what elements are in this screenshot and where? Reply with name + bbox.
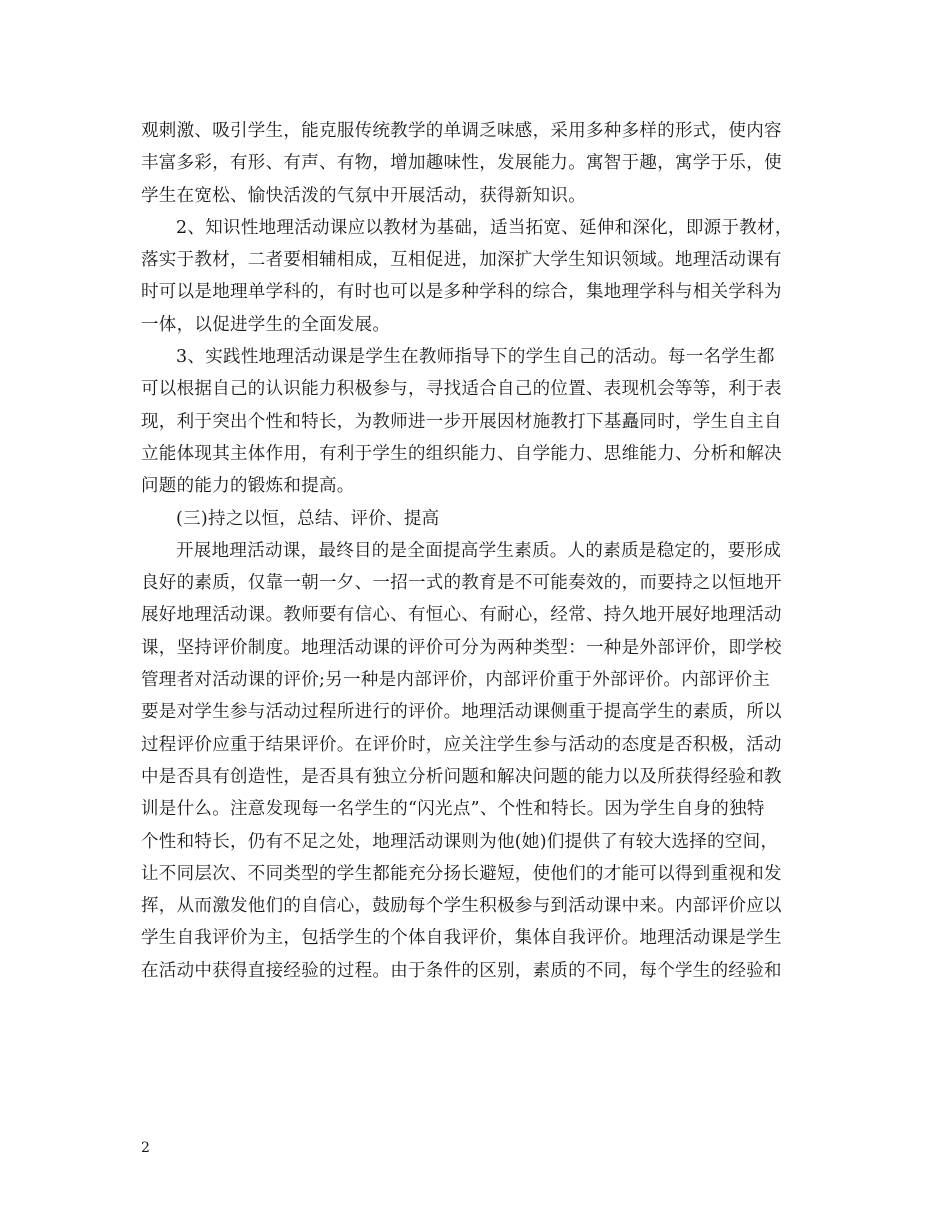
text-line: 要是对学生参与活动过程所进行的评价。地理活动课侧重于提高学生的素质，所以 — [141, 702, 782, 723]
text-line: 问题的能力的锻炼和提高。 — [141, 476, 355, 497]
text-line: 一体，以促进学生的全面发展。 — [141, 314, 391, 335]
text-line: 现，利于突出个性和特长，为教师进一步开展因材施教打下基矗同时，学生自主自 — [141, 411, 782, 432]
text-line: 训是什么。注意发现每一名学生的“闪光点”、个性和特长。因为学生自身的独特 — [141, 799, 765, 820]
text-line: 3、实践性地理活动课是学生在教师指导下的学生自己的活动。每一名学生都 — [176, 347, 775, 368]
text-line: 课，坚持评价制度。地理活动课的评价可分为两种类型：一种是外部评价，即学校 — [141, 637, 782, 658]
document-body — [141, 115, 831, 987]
text-line: 开展地理活动课，最终目的是全面提高学生素质。人的素质是稳定的，要形成 — [176, 540, 782, 561]
page-number: 2 — [141, 1140, 150, 1156]
text-line: 过程评价应重于结果评价。在评价时，应关注学生参与活动的态度是否积极，活动 — [141, 734, 782, 755]
text-line: 挥，从而激发他们的自信心，鼓励每个学生积极参与到活动课中来。内部评价应以 — [141, 896, 782, 917]
text-line: 观刺激、吸引学生，能克服传统教学的单调乏味感，采用多种多样的形式，使内容 — [141, 121, 782, 141]
text-line: 学生自我评价为主，包括学生的个体自我评价，集体自我评价。地理活动课是学生 — [141, 928, 782, 949]
text-line: 管理者对活动课的评价;另一种是内部评价，内部评价重于外部评价。内部评价主 — [141, 670, 771, 691]
paragraph-evaluation — [141, 535, 831, 987]
text-line: 可以根据自己的认识能力积极参与，寻找适合自己的位置、表现机会等等，利于表 — [141, 379, 782, 400]
text-line: 个性和特长，仍有不足之处，地理活动课则为他(她)们提供了有较大选择的空间， — [141, 831, 779, 852]
text-line: 展好地理活动课。教师要有信心、有恒心、有耐心，经常、持久地开展好地理活动 — [141, 605, 782, 626]
text-line: 时可以是地理单学科的，有时也可以是多种学科的综合，集地理学科与相关学科为 — [141, 282, 782, 303]
section-heading — [141, 503, 831, 535]
text-line: 立能体现其主体作用，有利于学生的组织能力、自学能力、思维能力、分析和解决 — [141, 443, 782, 464]
text-line: 良好的素质，仅靠一朝一夕、一招一式的教育是不可能奏效的，而要持之以恒地开 — [141, 573, 782, 594]
text-line: 落实于教材，二者要相辅相成，互相促进，加深扩大学生知识领域。地理活动课有 — [141, 250, 782, 271]
text-line: 中是否具有创造性，是否具有独立分析问题和解决问题的能力以及所获得经验和教 — [141, 766, 782, 787]
heading-line: (三)持之以恒，总结、评价、提高 — [176, 508, 440, 529]
text-line: 学生在宽松、愉快活泼的气氛中开展活动，获得新知识。 — [141, 185, 586, 206]
text-line: 丰富多彩，有形、有声、有物，增加趣味性，发展能力。寓智于趣，寓学于乐，使 — [141, 153, 782, 174]
paragraph-knowledge — [141, 212, 831, 341]
text-line: 2、知识性地理活动课应以教材为基础，适当拓宽、延伸和深化，即源于教材， — [176, 217, 793, 238]
paragraph-practice — [141, 341, 831, 502]
paragraph-continuation — [141, 115, 831, 212]
text-line: 让不同层次、不同类型的学生都能充分扬长避短，使他们的才能可以得到重视和发 — [141, 863, 782, 884]
text-line: 在活动中获得直接经验的过程。由于条件的区别，素质的不同，每个学生的经验和 — [141, 960, 782, 981]
